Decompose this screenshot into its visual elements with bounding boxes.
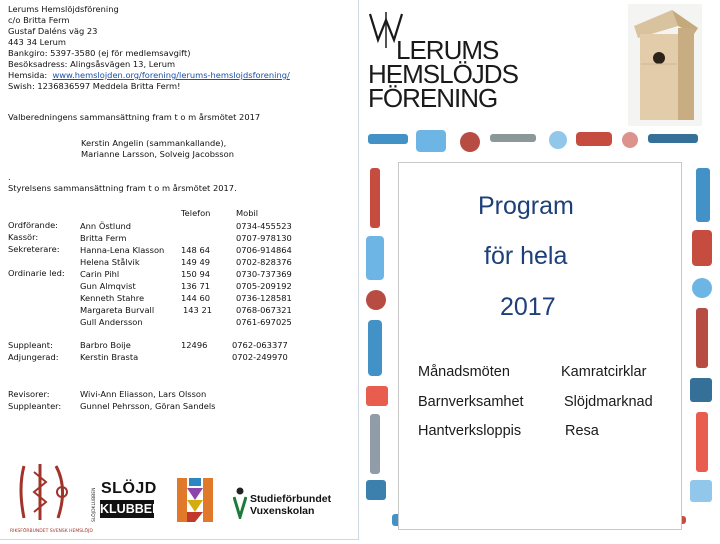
postal-line: 443 34 Lerum: [8, 37, 67, 47]
hemslojd-emblem-icon: [10, 458, 82, 528]
slojdklubben-logo: [92, 480, 162, 522]
homepage-link[interactable]: www.hemslojden.org/forening/lerums-hemslojdsforening/: [52, 70, 290, 80]
member-tel: 149 49: [181, 257, 211, 267]
homepage-line: [8, 70, 290, 81]
member-name: Britta Ferm: [80, 233, 127, 243]
role-kassor: Kassör:: [8, 232, 39, 242]
adjungerad-name: Kerstin Brasta: [80, 352, 139, 362]
slojdklubben-side-text: SLÖJDKLUBBEN: [92, 487, 97, 522]
member-mobil: 0736-128581: [236, 293, 292, 303]
member-name: Margareta Burvall: [80, 305, 155, 315]
org-name: Lerums Hemslöjdsförening: [8, 4, 119, 14]
vuxenskolan-text: Vuxenskolan: [250, 505, 315, 517]
role-sekreterare: Sekreterare:: [8, 244, 60, 254]
riksforbundet-logo: [10, 458, 93, 534]
lerums-brand-logo: [366, 10, 518, 113]
member-mobil: 0730-737369: [236, 269, 292, 279]
member-name: Ann Östlund: [80, 221, 132, 231]
adjungerad-mobil: 0702-249970: [232, 352, 288, 362]
mobil-header: Mobil: [236, 208, 259, 218]
studieforbundet-text: Studieförbundet: [250, 493, 332, 505]
program-title-line3: 2017: [500, 293, 556, 321]
klubben-box: [100, 500, 162, 518]
member-name: Gun Almqvist: [80, 281, 136, 291]
dot-separator: .: [8, 172, 11, 182]
member-tel: [181, 232, 212, 244]
role-suppleant: Suppleant:: [8, 340, 53, 350]
member-tels: [181, 220, 212, 328]
role-ordinarie: Ordinarie led:: [8, 268, 65, 278]
vuxenskolan-v-icon: [233, 487, 247, 519]
role-adjungerad: Adjungerad:: [8, 352, 59, 362]
role-suppleanter: Suppleanter:: [8, 401, 62, 411]
member-name: Hanna-Lena Klasson: [80, 245, 165, 255]
program-panel: [360, 0, 720, 540]
valberedning-title: Valberedningens sammansättning fram t o m årsmötet 2017: [8, 112, 261, 122]
program-title-line2: för hela: [484, 242, 568, 270]
member-tel: 144 60: [181, 293, 211, 303]
member-mobil: 0706-914864: [236, 245, 292, 255]
suppleant-name: Barbro Boije: [80, 340, 131, 350]
swish-line: Swish: 1236836597 Meddela Britta Ferm!: [8, 81, 181, 91]
hemslojd-h-logo: [177, 478, 213, 522]
activity-resa: Resa: [565, 423, 599, 439]
suppleant-tel: 12496: [181, 340, 208, 350]
member-name: Kenneth Stahre: [80, 293, 145, 303]
activity-barnverksamhet: Barnverksamhet: [418, 394, 524, 410]
birdhouse-photo: [628, 4, 702, 126]
member-name: Gull Andersson: [80, 317, 143, 327]
birdhouse-icon: [628, 4, 702, 126]
homepage-label: Hemsida:: [8, 70, 48, 80]
member-name: Helena Stålvik: [80, 257, 140, 267]
klubben-text: KLUBBEN: [100, 502, 162, 516]
member-mobil: 0734-455523: [236, 221, 292, 231]
street-line: Gustaf Daléns väg 23: [8, 26, 98, 36]
suppleanter-names: Gunnel Pehrsson, Göran Sandels: [80, 401, 216, 411]
visit-address: Besöksadress: Alingsåsvägen 13, Lerum: [8, 59, 176, 69]
revisorer-names: Wivi-Ann Eliasson, Lars Olsson: [80, 389, 207, 399]
activity-slojdmarknad: Slöjdmarknad: [564, 394, 653, 410]
activity-manadsmoten: Månadsmöten: [418, 364, 510, 380]
contact-panel: [0, 0, 359, 540]
member-tel: [181, 220, 212, 232]
activity-hantverksloppis: Hantverksloppis: [418, 423, 522, 439]
role-revisorer: Revisorer:: [8, 389, 50, 399]
telefon-header: Telefon: [181, 208, 211, 218]
co-line: c/o Britta Ferm: [8, 15, 70, 25]
member-tel: 148 64: [181, 245, 211, 255]
member-tel: [181, 316, 212, 328]
riksforbundet-text: RIKSFÖRBUNDET SVENSK HEMSLÖJD: [10, 529, 93, 534]
suppleant-mobil: 0762-063377: [232, 340, 288, 350]
hemslojd-h-icon: [177, 478, 213, 522]
studieforbundet-logo: [233, 487, 348, 523]
valberedning-line2: Marianne Larsson, Solveig Jacobsson: [81, 149, 234, 159]
role-ordforande: Ordförande:: [8, 220, 58, 230]
member-mobil: 0768-067321: [236, 305, 292, 315]
member-names: [80, 220, 164, 328]
brand-line3: FÖRENING: [368, 83, 498, 113]
bankgiro-line: Bankgiro: 5397-3580 (ej för medlemsavgift): [8, 48, 191, 58]
valberedning-line1: Kerstin Angelin (sammankallande),: [81, 138, 227, 148]
brand-line2: HEMSLÖJDS: [368, 59, 518, 89]
slojd-text: SLÖJD: [101, 480, 157, 497]
program-title-line1: Program: [478, 192, 574, 220]
styrelse-title: Styrelsens sammansättning fram t o m årsmötet 2017.: [8, 183, 237, 193]
member-tel: 150 94: [181, 269, 211, 279]
member-mobiles: [236, 220, 292, 328]
brand-line1: LERUMS: [396, 35, 499, 65]
member-mobil: 0705-209192: [236, 281, 292, 291]
member-mobil: 0707-978130: [236, 233, 292, 243]
activity-kamratcirklar: Kamratcirklar: [561, 364, 647, 380]
member-mobil: 0761-697025: [236, 317, 292, 327]
member-tel: 136 71: [181, 281, 211, 291]
member-name: Carin Pihl: [80, 269, 120, 279]
member-tel: 143 21: [183, 305, 213, 315]
member-mobil: 0702-828376: [236, 257, 292, 267]
